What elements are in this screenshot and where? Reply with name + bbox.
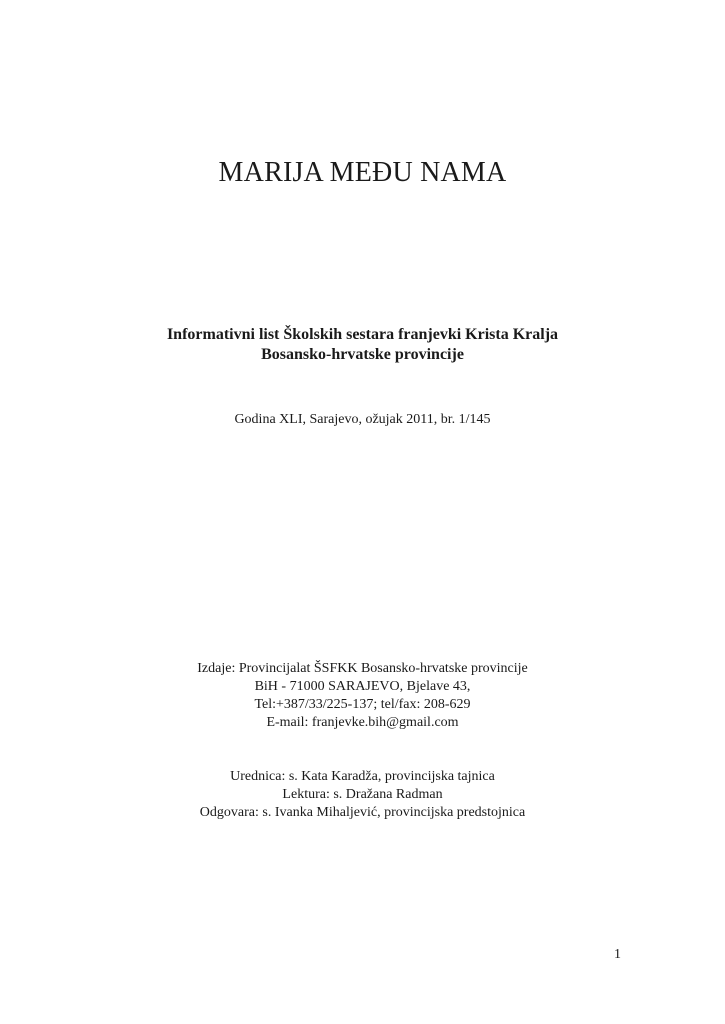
address-line: BiH - 71000 SARAJEVO, Bjelave 43, <box>254 679 471 694</box>
editor-line: Urednica: s. Kata Karadža, provincijska tajnica <box>230 769 495 784</box>
publisher-line: Izdaje: Provincijalat ŠSFKK Bosansko-hrvatske provincije <box>197 661 528 676</box>
phone-line: Tel:+387/33/225-137; tel/fax: 208-629 <box>254 697 471 712</box>
responsible-line: Odgovara: s. Ivanka Mihaljević, provincijska predstojnica <box>199 805 526 820</box>
proofreading-line: Lektura: s. Dražana Radman <box>282 787 443 802</box>
subtitle-line: Bosansko-hrvatske provincije <box>261 346 464 363</box>
credits-block <box>0 768 725 822</box>
newsletter-subtitle <box>0 325 725 365</box>
page-number: 1 <box>614 947 621 962</box>
email-line: E-mail: franjevke.bih@gmail.com <box>266 715 459 730</box>
subtitle-line: Informativni list Školskih sestara franjevki Krista Kralja <box>166 326 559 343</box>
publisher-block <box>0 660 725 732</box>
page-title: MARIJA MEĐU NAMA <box>218 157 507 188</box>
issue-info: Godina XLI, Sarajevo, ožujak 2011, br. 1/145 <box>234 412 491 427</box>
